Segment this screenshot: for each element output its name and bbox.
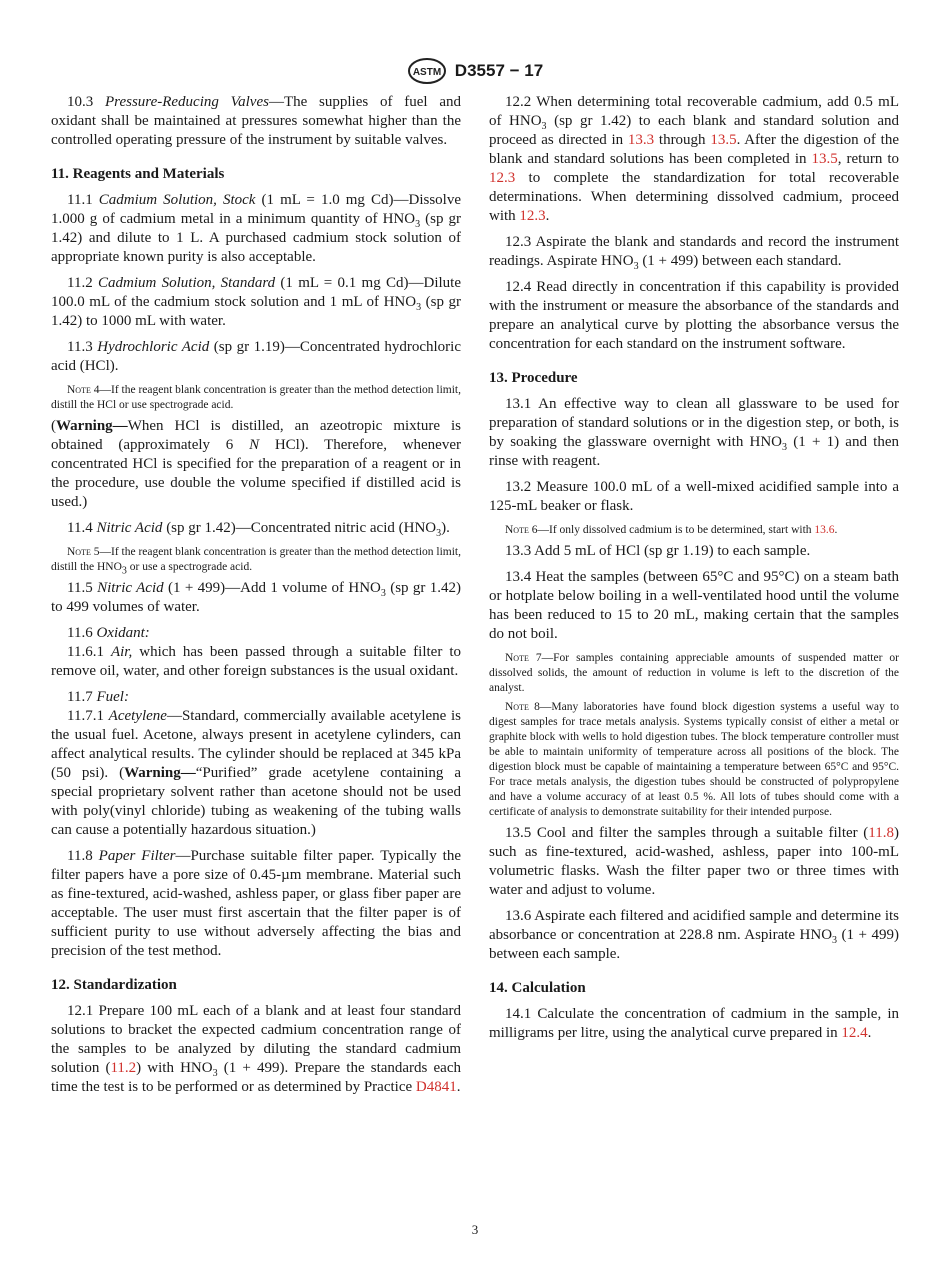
section-11-7: 11.7 Fuel: (67, 689, 129, 705)
section-13-1: 13.1 An effective way to clean all glassware to be used for preparation of standard solutions or in the digestion step, or both, is by soaking the glassware overnight with $HNO_3$ (1 + 1) and then rinse with reagent. (489, 396, 899, 469)
link-12-4[interactable]: 12.4 (841, 1025, 868, 1041)
page-header (0, 58, 950, 84)
section-11-5: 11.5 Nitric Acid (1 + 499)—Add 1 volume of $HNO_3$ (sp gr 1.42) to 499 volumes of water. (51, 580, 461, 615)
document-id: D3557 − 17 (454, 61, 544, 80)
section-13-4: 13.4 Heat the samples (between 65°C and 95°C) on a steam bath or hotplate below boiling in a well-ventilated hood until the volume has been reduced to 15 to 20 mL, making certain that the samples do not boil. (489, 569, 899, 642)
left-column (51, 93, 461, 1104)
note-5: Note 5—If the reagent blank concentration is greater than the method detection limit, distill the $HNO_3$ or use a spectrograde acid. (51, 546, 461, 577)
section-11-2: 11.2 Cadmium Solution, Standard (1 mL = 0.1 mg Cd)—Dilute 100.0 mL of the cadmium stock solution and 1 mL of $HNO_3$ (sp gr 1.42) to 1000 mL with water. (51, 275, 462, 329)
section-11-heading: 11. Reagents and Materials (51, 166, 225, 182)
link-13-3[interactable]: 13.3 (627, 132, 655, 148)
note-8: Note 8—Many laboratories have found block digestion systems a useful way to digest samples for trace metals analysis. Systems typically consist of either a metal or graphite block with wells to hold digestion tubes. The block temperature controller must be able to maintain uniformity of temperature across all positions of the block. The digestion block must be capable of maintaining a temperature between 65°C and 95°C. For trace metals analysis, the digestion tubes should be constructed of polypropylene and have a volume accuracy of at least 0.5 %. All lots of tubes should come with a certificate of analysis to demonstrate suitability for their intended purpose. (489, 701, 899, 818)
link-12-3[interactable]: 12.3 (489, 170, 516, 186)
section-13-2: 13.2 Measure 100.0 mL of a well-mixed acidified sample into a 125-mL beaker or flask. (489, 479, 899, 514)
svg-text:ASTM: ASTM (412, 67, 441, 78)
section-14-1: 14.1 Calculate the concentration of cadmium in the sample, in milligrams per litre, using the analytical curve prepared in 12.4. (489, 1006, 899, 1041)
section-12-heading: 12. Standardization (51, 977, 177, 993)
section-13-heading: 13. Procedure (489, 370, 578, 386)
section-11-3: 11.3 Hydrochloric Acid (sp gr 1.19)—Concentrated hydrochloric acid (HCl). (51, 339, 461, 374)
section-11-8: 11.8 Paper Filter—Purchase suitable filter paper. Typically the filter papers have a pore size of 0.45-µm membrane. Material such as fine-textured, acid-washed, ashless paper, or glass fiber paper are acceptable. The user must first ascertain that the filter paper is of sufficient purity to use without adversely affecting the bias and precision of the test method. (51, 848, 461, 959)
section-10-3: 10.3 Pressure-Reducing Valves—The supplies of fuel and oxidant shall be maintained at pressures somewhat higher than the controlled operating pressure of the instrument by suitable valves. (51, 94, 461, 148)
section-13-3: 13.3 Add 5 mL of HCl (sp gr 1.19) to each sample. (505, 543, 811, 559)
link-13-6[interactable]: 13.6 (814, 524, 835, 536)
note-7: Note 7—For samples containing appreciable amounts of suspended matter or dissolved solids, the amount of reduction in volume is left to the discretion of the analyst. (489, 652, 899, 694)
link-12-3[interactable]: 12.3 (519, 208, 546, 224)
right-column (489, 93, 899, 1050)
section-14-heading: 14. Calculation (489, 980, 586, 996)
section-12-1: 12.1 Prepare 100 mL each of a blank and at least four standard solutions to bracket the expected cadmium concentration range of the samples to be analyzed by diluting the standard cadmium solution (11.2) with $HNO_3$ (1 + 499). Prepare the standards each time the test is to be performed or as determined by Practice D4841. (51, 1003, 461, 1095)
link-13-5[interactable]: 13.5 (811, 151, 838, 167)
warning-hcl: (Warning—When HCl is distilled, an azeotropic mixture is obtained (approximately 6 N HCl). Therefore, whenever concentrated HCl is specified for the preparation of a reagent or in the procedure, use double the volume specified if distilled acid is used.) (51, 418, 461, 510)
section-13-6: 13.6 Aspirate each filtered and acidified sample and determine its absorbance or concentration at 228.8 nm. Aspirate $HNO_3$ (1 + 499) between each sample. (489, 908, 899, 962)
page-number: 3 (471, 1222, 479, 1237)
link-11-2[interactable]: 11.2 (110, 1060, 137, 1076)
link-d4841[interactable]: D4841 (415, 1079, 457, 1095)
note-4: Note 4—If the reagent blank concentration is greater than the method detection limit, distill the HCl or use spectrograde acid. (51, 384, 461, 411)
section-12-4: 12.4 Read directly in concentration if this capability is provided with the instrument or measure the absorbance of the standards and prepare an analytical curve by plotting the absorbance versus the concentration for each standard on the instrument software. (489, 279, 899, 352)
section-12-2: 12.2 When determining total recoverable cadmium, add 0.5 mL of $HNO_3$ (sp gr 1.42) to each blank and standard solution and proceed as directed in 13.3 through 13.5. After the digestion of the blank and standard solutions has been completed in 13.5, return to 12.3 to complete the standardization for total recoverable determinations. When determining dissolved cadmium, proceed with 12.3. (489, 94, 899, 224)
note-6: Note 6—If only dissolved cadmium is to be determined, start with 13.6. (505, 524, 838, 536)
section-12-3: 12.3 Aspirate the blank and standards and record the instrument readings. Aspirate $HNO_3$ (1 + 499) between each standard. (489, 234, 899, 272)
astm-logo-icon (407, 58, 447, 84)
section-11-6: 11.6 Oxidant: (67, 625, 150, 641)
link-11-8[interactable]: 11.8 (868, 825, 894, 841)
section-11-7-1: 11.7.1 Acetylene—Standard, commercially available acetylene is the usual fuel. Acetone, always present in acetylene cylinders, can affect analytical results. The cylinder should be replaced at 345 kPa (50 psi). (Warning—“Purified” grade acetylene containing a special proprietary solvent rather than acetone should not be used with poly(vinyl chloride) tubing as weakening of the tubing walls can cause a potentially hazardous situation.) (51, 708, 462, 838)
section-11-6-1: 11.6.1 Air, which has been passed through a suitable filter to remove oil, water, and other foreign substances is the usual oxidant. (51, 644, 462, 679)
link-13-5[interactable]: 13.5 (710, 132, 737, 148)
section-11-4: 11.4 Nitric Acid (sp gr 1.42)—Concentrated nitric acid $(HNO_3)$. (67, 520, 450, 539)
section-13-5: 13.5 Cool and filter the samples through a suitable filter (11.8) such as fine-textured, acid-washed, ashless, paper into 100-mL volumetric flasks. Wash the filter paper two or three times with water and adjust to volume. (489, 825, 899, 898)
section-11-1: 11.1 Cadmium Solution, Stock (1 mL = 1.0 mg Cd)—Dissolve 1.000 g of cadmium metal in a minimum quantity of $HNO_3$ (sp gr 1.42) and dilute to 1 L. A purchased cadmium stock solution of appropriate known purity is also acceptable. (51, 192, 461, 265)
